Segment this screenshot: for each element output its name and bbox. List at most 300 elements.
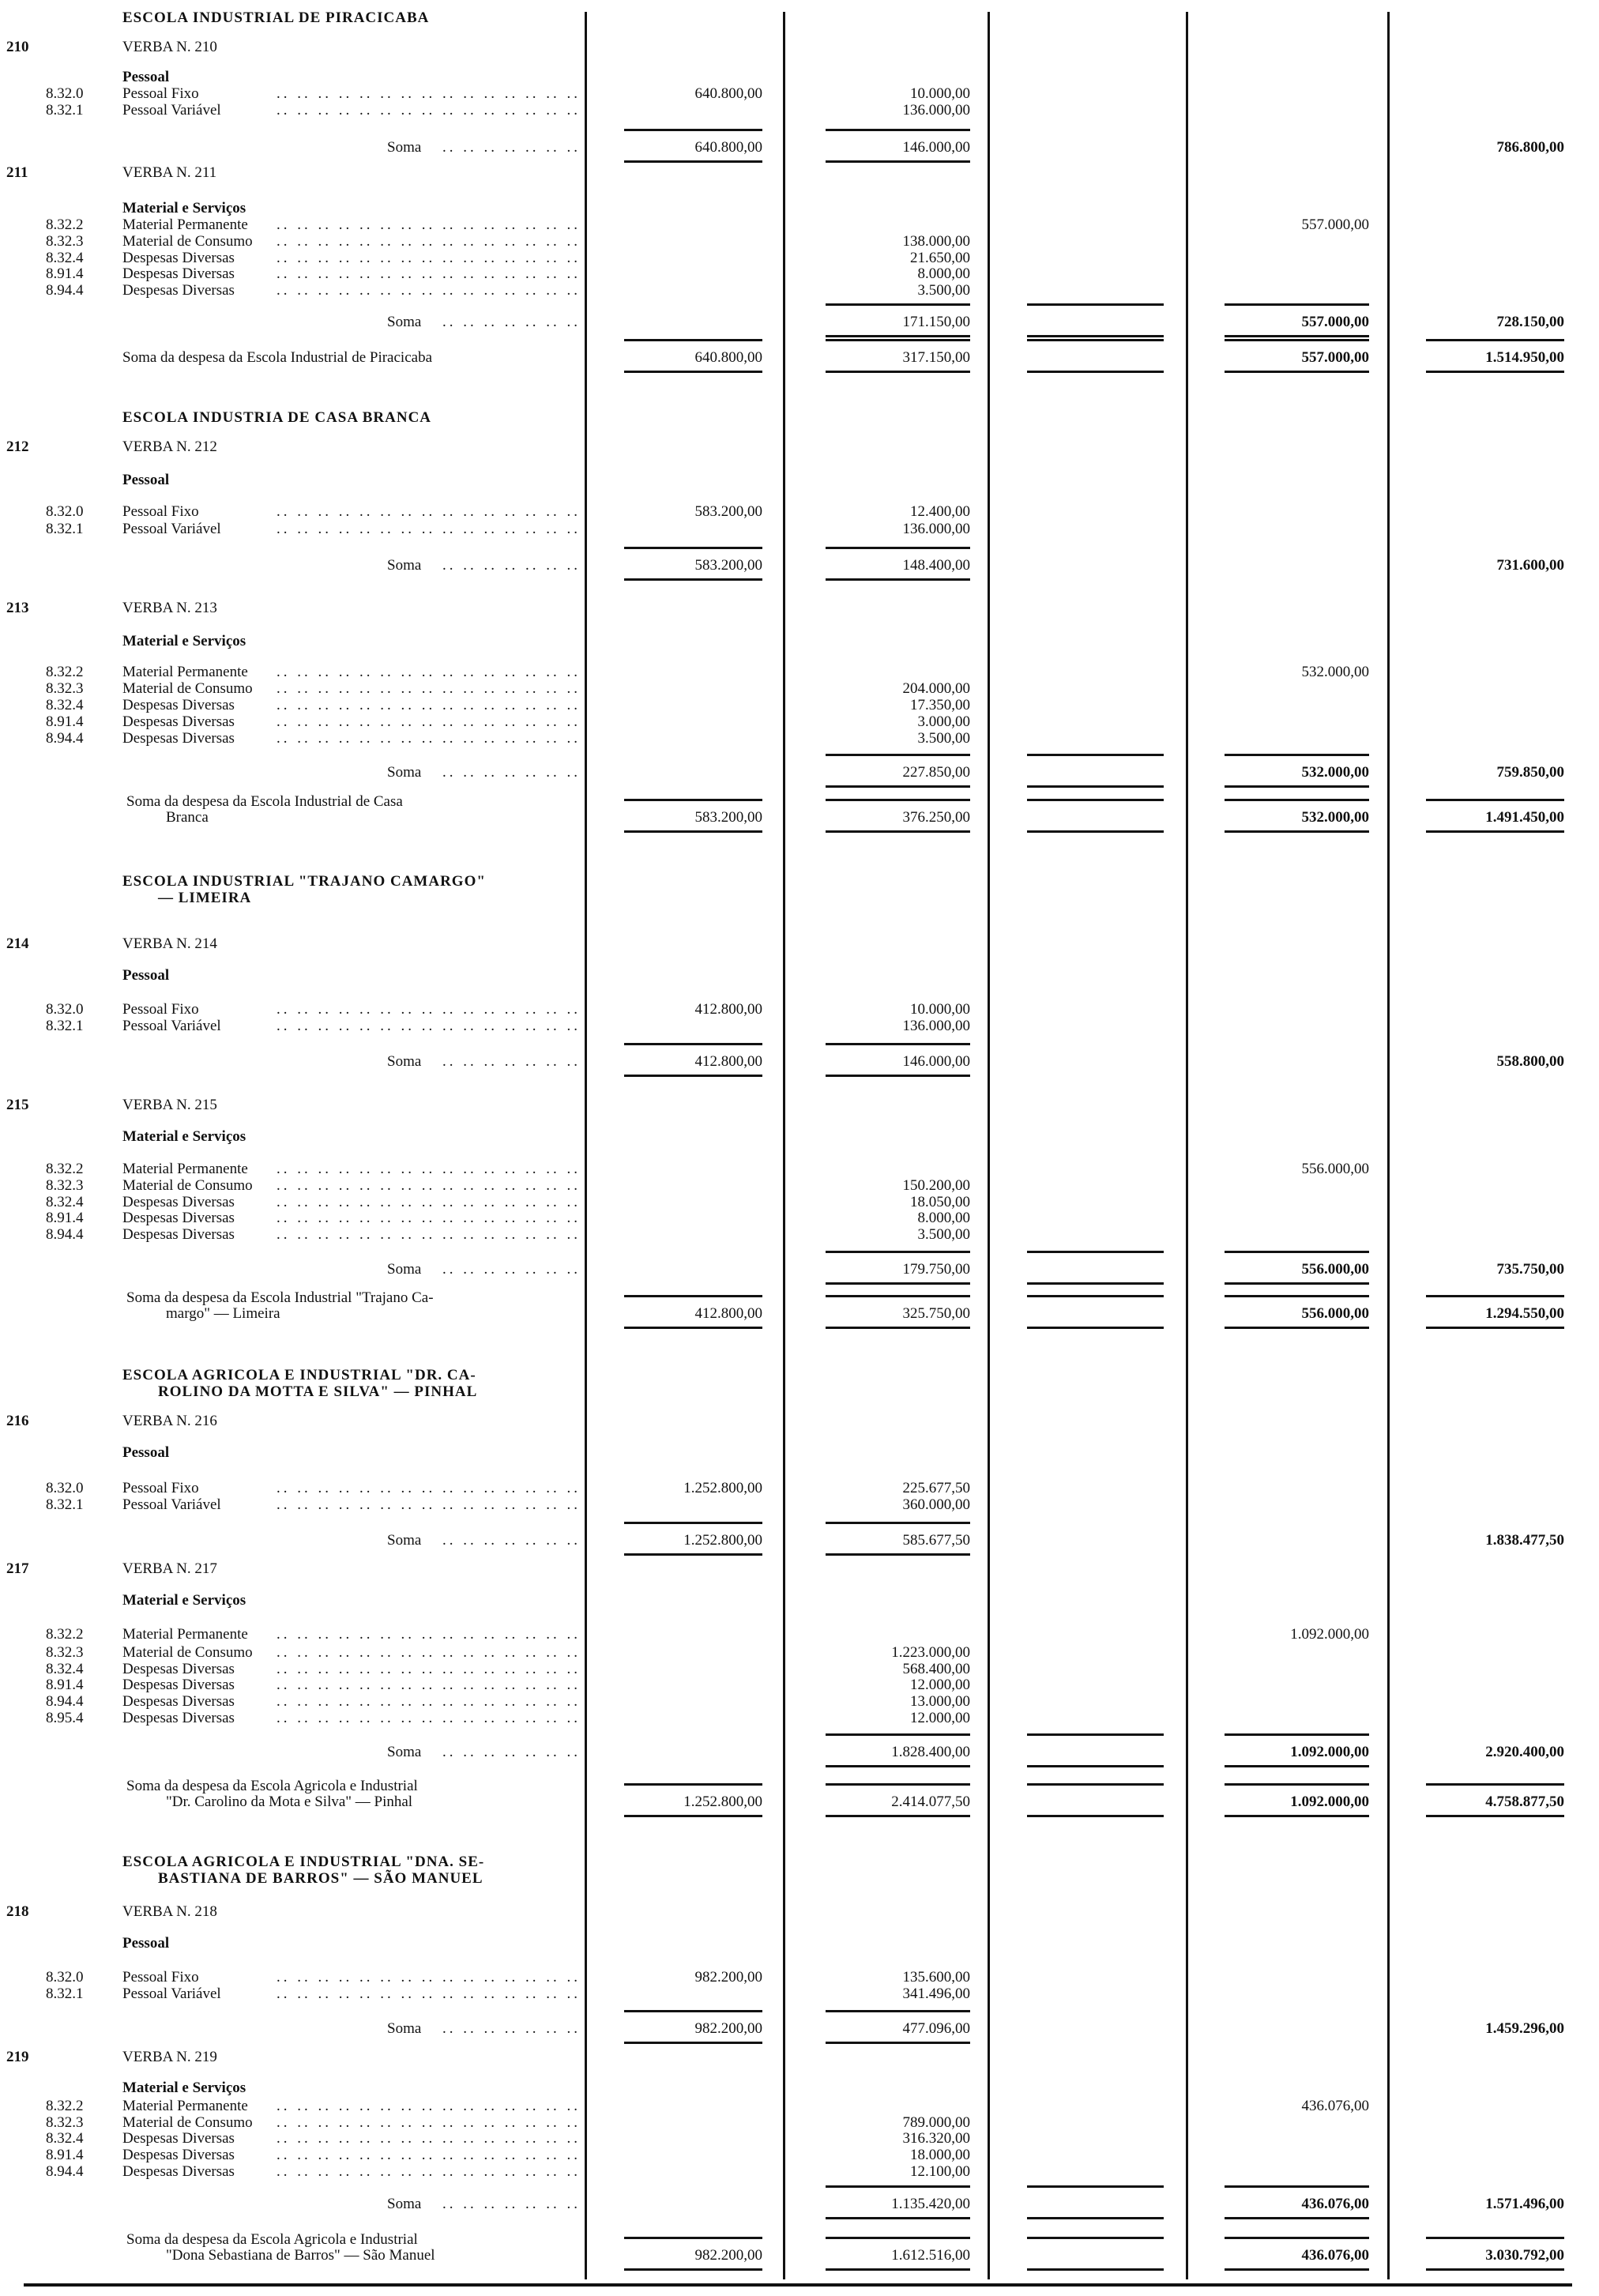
- value-col-5: 1.491.450,00: [1485, 809, 1564, 826]
- sum-rule: [826, 2185, 970, 2188]
- leader-dots: .. .. .. .. .. .. .. .. .. .. .. .. .. .. ..: [277, 86, 581, 102]
- sum-rule: [624, 339, 762, 341]
- value-col-5: 558.800,00: [1496, 1053, 1564, 1070]
- soma-label: Soma: [387, 2021, 427, 2037]
- sum-rule: [1027, 1815, 1164, 1817]
- sum-rule: [624, 1295, 762, 1297]
- section-heading: ESCOLA INDUSTRIAL DE PIRACICABA: [122, 9, 430, 26]
- sum-rule: [1225, 371, 1369, 373]
- item-label: Despesas Diversas: [122, 1711, 241, 1726]
- sum-rule: [826, 1282, 970, 1285]
- sum-rule: [1426, 1295, 1564, 1297]
- sum-rule: [826, 1043, 970, 1045]
- value-col-4: 436.076,00: [1301, 2247, 1369, 2264]
- sum-rule: [826, 1327, 970, 1329]
- leader-dots: .. .. .. .. .. .. .. .. .. .. .. .. .. .. ..: [277, 714, 581, 730]
- value-col-2: 12.000,00: [910, 1710, 970, 1726]
- leader-dots: .. .. .. .. .. .. ..: [442, 558, 581, 574]
- item-label: Despesas Diversas: [122, 714, 241, 730]
- sum-rule: [1426, 1327, 1564, 1329]
- value-col-2: 171.150,00: [902, 314, 970, 330]
- sum-rule: [826, 2010, 970, 2012]
- item-label: Despesas Diversas: [122, 1694, 241, 1710]
- value-col-2: 138.000,00: [902, 233, 970, 250]
- verba-number: 212: [6, 438, 29, 455]
- sum-rule: [1027, 1295, 1164, 1297]
- value-col-2: 18.050,00: [910, 1194, 970, 1210]
- leader-dots: .. .. .. .. .. .. .. .. .. .. .. .. .. .. ..: [277, 664, 581, 680]
- subheading: Material e Serviços: [122, 1592, 246, 1609]
- leader-dots: .. .. .. .. .. .. .. .. .. .. .. .. .. .. ..: [277, 250, 581, 266]
- leader-dots: .. .. .. .. .. .. ..: [442, 1262, 581, 1278]
- leader-dots: .. .. .. .. .. .. .. .. .. .. .. .. .. .. ..: [277, 504, 581, 520]
- value-col-2: 204.000,00: [902, 680, 970, 697]
- value-col-1: 583.200,00: [694, 503, 762, 520]
- leader-dots: .. .. .. .. .. .. ..: [442, 765, 581, 781]
- total-label: Soma da despesa da Escola Agricola e Industrial: [126, 2231, 418, 2248]
- sum-rule: [1027, 799, 1164, 801]
- sum-rule: [1027, 1733, 1164, 1736]
- value-col-2: 136.000,00: [902, 1018, 970, 1034]
- sum-rule: [826, 1522, 970, 1524]
- item-code: 8.32.1: [46, 102, 84, 119]
- value-col-4: 532.000,00: [1301, 809, 1369, 826]
- value-col-2: 2.414.077,50: [891, 1794, 970, 1810]
- soma-label: Soma: [387, 1054, 427, 1070]
- sum-rule: [1225, 2185, 1369, 2188]
- value-col-2: 135.600,00: [902, 1969, 970, 1985]
- subheading: Material e Serviços: [122, 1128, 246, 1145]
- item-label: Material de Consumo: [122, 1178, 259, 1194]
- item-label: Despesas Diversas: [122, 698, 241, 713]
- sum-rule: [1027, 830, 1164, 833]
- value-col-5: 1.459.296,00: [1485, 2020, 1564, 2037]
- item-label: Material de Consumo: [122, 234, 259, 250]
- leader-dots: .. .. .. .. .. .. .. .. .. .. .. .. .. .. ..: [277, 1227, 581, 1243]
- sum-rule: [1426, 339, 1564, 341]
- leader-dots: .. .. .. .. .. .. .. .. .. .. .. .. .. .. ..: [277, 2131, 581, 2147]
- value-col-2: 8.000,00: [917, 265, 970, 282]
- total-label-cont: "Dr. Carolino da Mota e Silva" — Pinhal: [166, 1794, 413, 1810]
- value-col-4: 1.092.000,00: [1290, 1626, 1369, 1643]
- item-label: Material Permanente: [122, 664, 254, 680]
- value-col-5: 759.850,00: [1496, 764, 1564, 781]
- value-col-4: 436.076,00: [1301, 2098, 1369, 2114]
- sum-rule: [624, 371, 762, 373]
- soma-label: Soma: [387, 314, 427, 330]
- sum-rule: [1027, 2268, 1164, 2271]
- sum-rule: [826, 1733, 970, 1736]
- verba-number: 210: [6, 39, 29, 55]
- sum-rule: [624, 1815, 762, 1817]
- item-label: Despesas Diversas: [122, 283, 241, 299]
- subheading: Pessoal: [122, 1444, 170, 1461]
- sum-rule: [624, 160, 762, 163]
- leader-dots: .. .. .. .. .. .. .. .. .. .. .. .. .. .. ..: [277, 234, 581, 250]
- value-col-2: 136.000,00: [902, 102, 970, 119]
- verba-number: 217: [6, 1560, 29, 1577]
- item-code: 8.91.4: [46, 713, 84, 730]
- item-label: Despesas Diversas: [122, 1662, 241, 1677]
- item-code: 8.32.2: [46, 664, 84, 680]
- subheading: Pessoal: [122, 1935, 170, 1952]
- value-col-1: 982.200,00: [694, 1969, 762, 1985]
- sum-rule: [1027, 2217, 1164, 2219]
- sum-rule: [1225, 2268, 1369, 2271]
- sum-rule: [624, 2237, 762, 2239]
- sum-rule: [624, 1043, 762, 1045]
- value-col-5: 1.294.550,00: [1485, 1305, 1564, 1322]
- item-code: 8.91.4: [46, 1210, 84, 1226]
- sum-rule: [826, 335, 970, 337]
- value-col-5: 735.750,00: [1496, 1261, 1564, 1278]
- value-col-2: 146.000,00: [902, 1053, 970, 1070]
- value-col-4: 556.000,00: [1301, 1305, 1369, 1322]
- value-col-2: 17.350,00: [910, 697, 970, 713]
- sum-rule: [624, 2268, 762, 2271]
- total-label: Soma da despesa da Escola Industrial de Casa: [126, 793, 403, 810]
- value-col-1: 412.800,00: [694, 1001, 762, 1018]
- leader-dots: .. .. .. .. .. .. .. .. .. .. .. .. .. .. ..: [277, 2115, 581, 2131]
- section-heading-cont: BASTIANA DE BARROS" — SÃO MANUEL: [158, 1870, 483, 1887]
- leader-dots: .. .. .. .. .. .. .. .. .. .. .. .. .. .. ..: [277, 1481, 581, 1496]
- value-col-2: 148.400,00: [902, 557, 970, 574]
- value-col-2: 18.000,00: [910, 2147, 970, 2163]
- value-col-2: 360.000,00: [902, 1496, 970, 1513]
- sum-rule: [1027, 339, 1164, 341]
- total-label: Soma da despesa da Escola Industrial de Piracicaba: [122, 349, 432, 366]
- sum-rule: [826, 785, 970, 788]
- item-code: 8.32.3: [46, 233, 84, 250]
- verba-title: VERBA N. 210: [122, 39, 217, 55]
- item-label: Pessoal Fixo: [122, 86, 205, 102]
- value-col-2: 136.000,00: [902, 521, 970, 537]
- sum-rule: [1225, 1327, 1369, 1329]
- soma-label: Soma: [387, 765, 427, 781]
- leader-dots: .. .. .. .. .. .. .. .. .. .. .. .. .. .. ..: [277, 1210, 581, 1226]
- verba-title: VERBA N. 216: [122, 1413, 217, 1429]
- item-code: 8.32.0: [46, 1969, 84, 1985]
- section-heading: ESCOLA AGRICOLA E INDUSTRIAL "DR. CA-: [122, 1367, 476, 1383]
- total-label: Soma da despesa da Escola Agricola e Industrial: [126, 1778, 418, 1794]
- value-col-2: 3.500,00: [917, 1226, 970, 1243]
- value-col-2: 317.150,00: [902, 349, 970, 366]
- value-col-2: 3.500,00: [917, 730, 970, 747]
- total-label-cont: "Dona Sebastiana de Barros" — São Manuel: [166, 2247, 435, 2264]
- item-label: Material Permanente: [122, 217, 254, 233]
- item-code: 8.95.4: [46, 1710, 84, 1726]
- leader-dots: .. .. .. .. .. .. .. .. .. .. .. .. .. .. ..: [277, 1195, 581, 1210]
- value-col-2: 376.250,00: [902, 809, 970, 826]
- value-col-1: 640.800,00: [694, 349, 762, 366]
- sum-rule: [826, 578, 970, 581]
- value-col-2: 477.096,00: [902, 2020, 970, 2037]
- sum-rule: [826, 2268, 970, 2271]
- leader-dots: .. .. .. .. .. .. ..: [442, 314, 581, 330]
- verba-number: 211: [6, 164, 28, 181]
- value-col-1: 640.800,00: [694, 85, 762, 102]
- value-col-5: 4.758.877,50: [1485, 1794, 1564, 1810]
- item-code: 8.32.4: [46, 1194, 84, 1210]
- item-label: Pessoal Fixo: [122, 1481, 205, 1496]
- value-col-2: 10.000,00: [910, 85, 970, 102]
- subheading: Material e Serviços: [122, 633, 246, 649]
- verba-number: 215: [6, 1097, 29, 1113]
- sum-rule: [624, 1327, 762, 1329]
- value-col-4: 557.000,00: [1301, 314, 1369, 330]
- value-col-2: 225.677,50: [902, 1480, 970, 1496]
- value-col-2: 1.828.400,00: [891, 1744, 970, 1760]
- item-label: Material Permanente: [122, 1161, 254, 1177]
- item-code: 8.94.4: [46, 282, 84, 299]
- value-col-2: 3.500,00: [917, 282, 970, 299]
- value-col-2: 227.850,00: [902, 764, 970, 781]
- value-col-4: 557.000,00: [1301, 216, 1369, 233]
- sum-rule: [624, 2042, 762, 2044]
- section-heading-cont: — LIMEIRA: [158, 890, 252, 906]
- sum-rule: [1426, 371, 1564, 373]
- verba-title: VERBA N. 213: [122, 600, 217, 616]
- item-code: 8.32.4: [46, 250, 84, 266]
- value-col-1: 1.252.800,00: [683, 1794, 762, 1810]
- sum-rule: [826, 547, 970, 549]
- leader-dots: .. .. .. .. .. .. ..: [442, 2021, 581, 2037]
- item-code: 8.32.4: [46, 1661, 84, 1677]
- leader-dots: .. .. .. .. .. .. .. .. .. .. .. .. .. .. ..: [277, 1986, 581, 2002]
- value-col-5: 3.030.792,00: [1485, 2247, 1564, 2264]
- sum-rule: [826, 303, 970, 306]
- value-col-4: 556.000,00: [1301, 1261, 1369, 1278]
- leader-dots: .. .. .. .. .. .. .. .. .. .. .. .. .. .. ..: [277, 1694, 581, 1710]
- value-col-4: 532.000,00: [1301, 664, 1369, 680]
- item-label: Despesas Diversas: [122, 1210, 241, 1226]
- sum-rule: [1027, 2185, 1164, 2188]
- item-code: 8.91.4: [46, 2147, 84, 2163]
- value-col-2: 12.400,00: [910, 503, 970, 520]
- item-code: 8.91.4: [46, 265, 84, 282]
- item-code: 8.32.2: [46, 1161, 84, 1177]
- sum-rule: [826, 830, 970, 833]
- item-code: 8.32.2: [46, 1626, 84, 1643]
- item-code: 8.32.1: [46, 1018, 84, 1034]
- verba-title: VERBA N. 214: [122, 935, 217, 952]
- sum-rule: [826, 129, 970, 131]
- sum-rule: [1426, 799, 1564, 801]
- sum-rule: [1225, 799, 1369, 801]
- value-col-2: 1.135.420,00: [891, 2196, 970, 2212]
- soma-label: Soma: [387, 2196, 427, 2212]
- leader-dots: .. .. .. .. .. .. .. .. .. .. .. .. .. .. ..: [277, 217, 581, 233]
- item-code: 8.94.4: [46, 1693, 84, 1710]
- section-heading-cont: ROLINO DA MOTTA E SILVA" — PINHAL: [158, 1383, 478, 1400]
- value-col-1: 583.200,00: [694, 557, 762, 574]
- item-code: 8.32.0: [46, 1480, 84, 1496]
- value-col-1: 412.800,00: [694, 1305, 762, 1322]
- item-code: 8.32.4: [46, 2130, 84, 2147]
- sum-rule: [1225, 1815, 1369, 1817]
- item-label: Despesas Diversas: [122, 1195, 241, 1210]
- sum-rule: [624, 1075, 762, 1077]
- verba-title: VERBA N. 217: [122, 1560, 217, 1577]
- value-col-4: 556.000,00: [1301, 1161, 1369, 1177]
- sum-rule: [826, 1815, 970, 1817]
- value-col-2: 8.000,00: [917, 1210, 970, 1226]
- bottom-rule: [24, 2283, 1572, 2287]
- sum-rule: [1225, 2217, 1369, 2219]
- leader-dots: .. .. .. .. .. .. .. .. .. .. .. .. .. .. ..: [277, 1970, 581, 1985]
- value-col-5: 2.920.400,00: [1485, 1744, 1564, 1760]
- soma-label: Soma: [387, 140, 427, 156]
- value-col-2: 3.000,00: [917, 713, 970, 730]
- item-label: Material Permanente: [122, 2098, 254, 2114]
- subheading: Material e Serviços: [122, 2080, 246, 2096]
- soma-label: Soma: [387, 558, 427, 574]
- sum-rule: [1225, 754, 1369, 756]
- leader-dots: .. .. .. .. .. .. .. .. .. .. .. .. .. .. ..: [277, 1002, 581, 1018]
- sum-rule: [1225, 1765, 1369, 1767]
- value-col-2: 1.223.000,00: [891, 1644, 970, 1661]
- sum-rule: [1225, 1282, 1369, 1285]
- item-label: Despesas Diversas: [122, 2131, 241, 2147]
- item-code: 8.94.4: [46, 2163, 84, 2180]
- sum-rule: [826, 1251, 970, 1253]
- leader-dots: .. .. .. .. .. .. .. .. .. .. .. .. .. .. ..: [277, 1711, 581, 1726]
- sum-rule: [1225, 830, 1369, 833]
- leader-dots: .. .. .. .. .. .. .. .. .. .. .. .. .. .. ..: [277, 283, 581, 299]
- section-heading: ESCOLA INDUSTRIA DE CASA BRANCA: [122, 409, 432, 426]
- verba-title: VERBA N. 215: [122, 1097, 217, 1113]
- value-col-4: 1.092.000,00: [1290, 1794, 1369, 1810]
- sum-rule: [826, 1765, 970, 1767]
- item-code: 8.94.4: [46, 1226, 84, 1243]
- sum-rule: [624, 578, 762, 581]
- sum-rule: [1027, 303, 1164, 306]
- sum-rule: [1027, 785, 1164, 788]
- sum-rule: [826, 1075, 970, 1077]
- subheading: Pessoal: [122, 472, 170, 488]
- sum-rule: [826, 339, 970, 341]
- leader-dots: .. .. .. .. .. .. .. .. .. .. .. .. .. .. ..: [277, 1018, 581, 1034]
- sum-rule: [624, 547, 762, 549]
- value-col-2: 1.612.516,00: [891, 2247, 970, 2264]
- value-col-2: 12.100,00: [910, 2163, 970, 2180]
- value-col-4: 1.092.000,00: [1290, 1744, 1369, 1760]
- leader-dots: .. .. .. .. .. .. .. .. .. .. .. .. .. .. ..: [277, 266, 581, 282]
- value-col-2: 568.400,00: [902, 1661, 970, 1677]
- leader-dots: .. .. .. .. .. .. .. .. .. .. .. .. .. .. ..: [277, 1161, 581, 1177]
- leader-dots: .. .. .. .. .. .. .. .. .. .. .. .. .. .. ..: [277, 2147, 581, 2163]
- item-label: Pessoal Fixo: [122, 1970, 205, 1985]
- verba-title: VERBA N. 212: [122, 438, 217, 455]
- value-col-1: 412.800,00: [694, 1053, 762, 1070]
- value-col-2: 341.496,00: [902, 1985, 970, 2002]
- leader-dots: .. .. .. .. .. .. .. .. .. .. .. .. .. .. ..: [277, 698, 581, 713]
- leader-dots: .. .. .. .. .. .. .. .. .. .. .. .. .. .. ..: [277, 2098, 581, 2114]
- sum-rule: [1027, 1251, 1164, 1253]
- leader-dots: .. .. .. .. .. .. .. .. .. .. .. .. .. .. ..: [277, 2164, 581, 2180]
- value-col-2: 316.320,00: [902, 2130, 970, 2147]
- sum-rule: [1027, 335, 1164, 337]
- sum-rule: [624, 1522, 762, 1524]
- sum-rule: [1225, 335, 1369, 337]
- sum-rule: [1027, 2237, 1164, 2239]
- value-col-2: 12.000,00: [910, 1677, 970, 1693]
- sum-rule: [1225, 1783, 1369, 1786]
- item-label: Pessoal Variável: [122, 103, 228, 119]
- soma-label: Soma: [387, 1745, 427, 1760]
- leader-dots: .. .. .. .. .. .. ..: [442, 1533, 581, 1549]
- item-code: 8.32.3: [46, 1177, 84, 1194]
- leader-dots: .. .. .. .. .. .. .. .. .. .. .. .. .. .. ..: [277, 731, 581, 747]
- leader-dots: .. .. .. .. .. .. ..: [442, 1054, 581, 1070]
- verba-title: VERBA N. 218: [122, 1903, 217, 1920]
- sum-rule: [1426, 1815, 1564, 1817]
- leader-dots: .. .. .. .. .. .. .. .. .. .. .. .. .. .. ..: [277, 1178, 581, 1194]
- leader-dots: .. .. .. .. .. .. ..: [442, 140, 581, 156]
- verba-title: VERBA N. 211: [122, 164, 217, 181]
- item-code: 8.32.0: [46, 85, 84, 102]
- leader-dots: .. .. .. .. .. .. .. .. .. .. .. .. .. .. ..: [277, 103, 581, 119]
- sum-rule: [826, 1553, 970, 1556]
- leader-dots: .. .. .. .. .. .. ..: [442, 1745, 581, 1760]
- total-label: Soma da despesa da Escola Industrial "Trajano Ca-: [126, 1289, 434, 1306]
- value-col-4: 436.076,00: [1301, 2196, 1369, 2212]
- sum-rule: [826, 160, 970, 163]
- sum-rule: [1225, 785, 1369, 788]
- sum-rule: [1225, 1251, 1369, 1253]
- item-code: 8.32.3: [46, 2114, 84, 2131]
- sum-rule: [826, 1295, 970, 1297]
- subheading: Pessoal: [122, 69, 170, 85]
- sum-rule: [1426, 830, 1564, 833]
- leader-dots: .. .. .. .. .. .. .. .. .. .. .. .. .. .. ..: [277, 1497, 581, 1513]
- sum-rule: [624, 2010, 762, 2012]
- sum-rule: [1225, 1733, 1369, 1736]
- item-label: Despesas Diversas: [122, 2147, 241, 2163]
- item-code: 8.32.0: [46, 1001, 84, 1018]
- item-code: 8.32.1: [46, 521, 84, 537]
- value-col-5: 786.800,00: [1496, 139, 1564, 156]
- value-col-5: 1.514.950,00: [1485, 349, 1564, 366]
- sum-rule: [1225, 2237, 1369, 2239]
- sum-rule: [1426, 2268, 1564, 2271]
- sum-rule: [826, 2217, 970, 2219]
- total-label-cont: margo" — Limeira: [166, 1305, 280, 1322]
- value-col-5: 728.150,00: [1496, 314, 1564, 330]
- sum-rule: [826, 799, 970, 801]
- sum-rule: [1426, 1783, 1564, 1786]
- section-heading: ESCOLA INDUSTRIAL "TRAJANO CAMARGO": [122, 873, 486, 890]
- item-label: Despesas Diversas: [122, 266, 241, 282]
- value-col-4: 557.000,00: [1301, 349, 1369, 366]
- value-col-2: 585.677,50: [902, 1532, 970, 1549]
- leader-dots: .. .. .. .. .. .. .. .. .. .. .. .. .. .. ..: [277, 1677, 581, 1693]
- soma-label: Soma: [387, 1262, 427, 1278]
- column-divider: [783, 12, 785, 2279]
- verba-number: 213: [6, 600, 29, 616]
- item-code: 8.32.1: [46, 1496, 84, 1513]
- value-col-5: 1.838.477,50: [1485, 1532, 1564, 1549]
- sum-rule: [1225, 303, 1369, 306]
- verba-number: 219: [6, 2049, 29, 2065]
- sum-rule: [1027, 1783, 1164, 1786]
- value-col-2: 146.000,00: [902, 139, 970, 156]
- sum-rule: [624, 1783, 762, 1786]
- sum-rule: [826, 2042, 970, 2044]
- sum-rule: [624, 799, 762, 801]
- leader-dots: .. .. .. .. .. .. .. .. .. .. .. .. .. .. ..: [277, 681, 581, 697]
- sum-rule: [826, 1783, 970, 1786]
